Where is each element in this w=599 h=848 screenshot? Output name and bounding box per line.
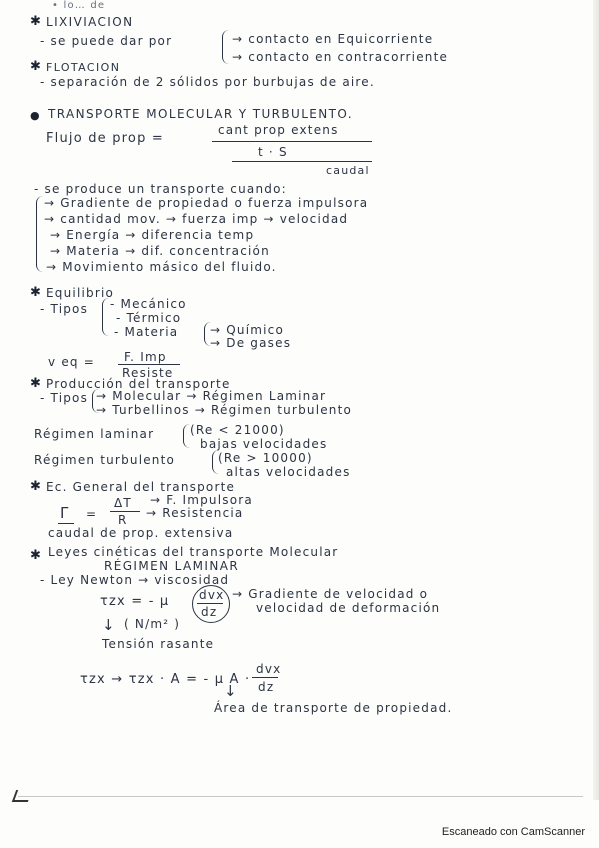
velocidad-numerator: F. Imp (124, 350, 167, 364)
produccion-tipos: - Tipos (40, 391, 89, 405)
transporte-item-4: → Materia → dif. concentración (50, 244, 270, 258)
ecuacion-caudal: caudal de prop. extensiva (48, 526, 234, 540)
curly-bracket (36, 196, 43, 272)
newton-frac-num: dvx (199, 588, 225, 602)
regimen-turbulento-velocidad: altas velocidades (226, 465, 351, 479)
flotacion-description: - separación de 2 sólidos por burbujas de aire. (40, 75, 375, 89)
regimen-laminar-re: (Re < 21000) (190, 423, 285, 437)
leyes-title: Leyes cinéticas del transporte Molecular (48, 545, 339, 559)
equilibrio-title: Equilibrio (46, 286, 115, 300)
ecuacion-gamma: Γ (60, 504, 70, 522)
eq2-frac-den: dz (258, 680, 275, 694)
curly-bracket (222, 30, 229, 64)
newton-lhs: τzx = - μ (100, 594, 170, 609)
transporte-intro: - se produce un transporte cuando: (34, 182, 287, 196)
page-edge-shadow (593, 0, 599, 800)
equilibrio-termico: - Térmico (116, 311, 182, 325)
lixiviacion-option-equicorriente: → contacto en Equicorriente (232, 32, 434, 46)
flujo-numerator: cant prop extens (218, 123, 339, 137)
asterisk-bullet-icon: ✱ (30, 376, 41, 391)
transporte-item-2: → cantidad mov. → fuerza imp → velocidad (44, 212, 349, 226)
newton-deformacion: velocidad de deformación (256, 601, 441, 615)
asterisk-bullet-icon: ✱ (30, 14, 41, 29)
equilibrio-gases: → De gases (210, 336, 292, 350)
eq2-lhs: τzx → τzx · A = - μ A · (80, 672, 251, 687)
flotacion-title: FLOTACION (46, 61, 121, 74)
flujo-denominator-note: caudal (326, 164, 370, 177)
top-fragment-text: • lo… de (52, 0, 106, 11)
newton-gradiente: → Gradiente de velocidad o (232, 587, 429, 601)
equilibrio-materia: - Materia (114, 325, 179, 339)
curly-bracket (183, 424, 190, 448)
down-arrow-icon: ↓ (224, 682, 238, 700)
transporte-item-5: → Movimiento másico del fluido. (46, 260, 277, 274)
lixiviacion-title: LIXIVIACION (46, 15, 134, 29)
asterisk-bullet-icon: ✱ (30, 479, 41, 494)
regimen-laminar-label: Régimen laminar (34, 427, 155, 441)
scanner-watermark: Escaneado con CamScanner (441, 826, 585, 838)
lixiviacion-line1: - se puede dar por (40, 34, 173, 48)
produccion-molecular: → Molecular → Régimen Laminar (96, 389, 327, 403)
equilibrio-mecanico: - Mecánico (110, 297, 187, 311)
flujo-denominator: t · S (258, 145, 288, 159)
page-corner-mark (12, 790, 32, 802)
eq2-frac-num: dvx (256, 662, 282, 676)
page-bottom-edge (18, 796, 583, 797)
ecuacion-denominator: R (118, 513, 128, 527)
equilibrio-quimico: → Químico (210, 323, 285, 337)
newton-units: ( N/m² ) (124, 617, 181, 631)
curly-bracket (102, 298, 109, 336)
asterisk-bullet-icon: ✱ (30, 548, 41, 563)
lixiviacion-option-contracorriente: → contacto en contracorriente (232, 50, 449, 64)
ley-newton: - Ley Newton → viscosidad (40, 573, 230, 587)
underline (232, 161, 372, 162)
ecuacion-resistencia: → Resistencia (146, 506, 244, 520)
leyes-subtitle: RÉGIMEN LAMINAR (104, 559, 240, 573)
fraction-line (252, 677, 278, 678)
ecuacion-equals: = (86, 507, 98, 521)
velocidad-denominator: Resiste (122, 366, 174, 380)
transporte-item-3: → Energía → diferencia temp (50, 228, 255, 242)
underline (58, 523, 74, 524)
fraction-line (212, 141, 372, 142)
asterisk-bullet-icon: ✱ (30, 59, 41, 74)
transporte-item-1: → Gradiente de propiedad o fuerza impulsora (44, 196, 369, 210)
ecuacion-title: Ec. General del transporte (46, 480, 236, 494)
tension-rasante: Tensión rasante (102, 637, 215, 651)
equilibrio-tipos: - Tipos (40, 302, 89, 316)
produccion-turbulento: → Turbellinos → Régimen turbulento (96, 403, 353, 417)
ecuacion-impulsora: → F. Impulsora (150, 493, 253, 507)
velocidad-lhs: v eq = (48, 355, 95, 369)
dot-bullet-icon: ● (30, 109, 40, 122)
produccion-title: Producción del transporte (46, 377, 231, 391)
newton-frac-den: dz (201, 605, 218, 619)
flujo-label: Flujo de prop = (46, 131, 164, 146)
ecuacion-numerator: ΔT (114, 496, 132, 510)
regimen-turbulento-re: (Re > 10000) (218, 451, 313, 465)
transporte-title: TRANSPORTE MOLECULAR Y TURBULENTO. (48, 107, 353, 121)
asterisk-bullet-icon: ✱ (30, 285, 41, 300)
down-arrow-icon: ↓ (102, 616, 116, 634)
regimen-laminar-velocidad: bajas velocidades (200, 437, 328, 451)
area-transporte: Área de transporte de propiedad. (214, 701, 453, 715)
regimen-turbulento-label: Régimen turbulento (34, 453, 176, 467)
